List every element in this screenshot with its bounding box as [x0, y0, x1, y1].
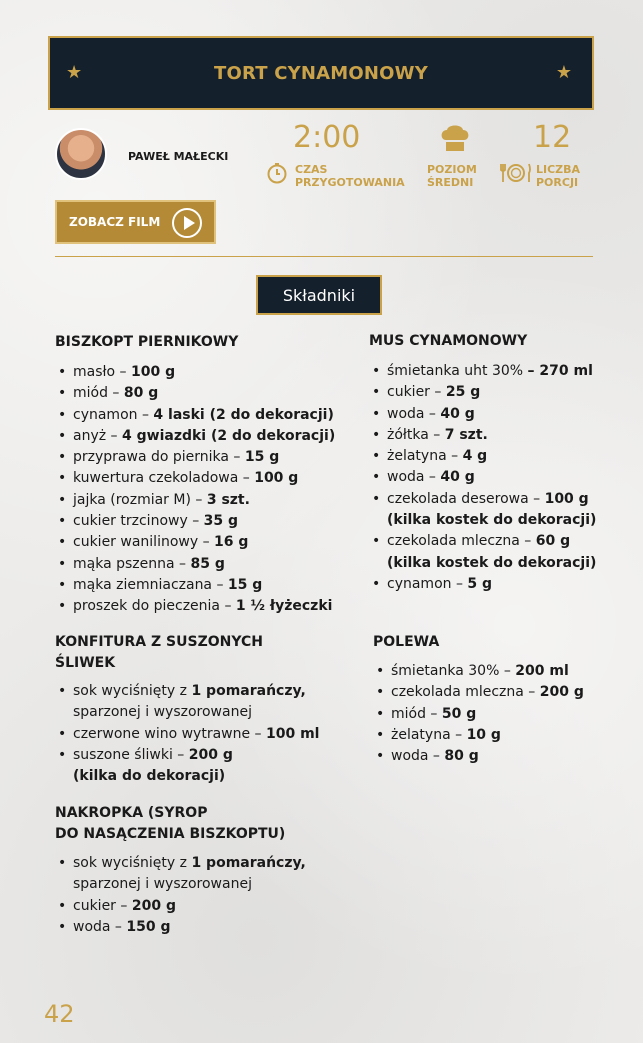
- section-title: Składniki: [256, 275, 382, 315]
- ingredient-qty: 80 g: [444, 748, 479, 765]
- ingredient-name: śmietanka uht 30%: [387, 363, 528, 379]
- servings-label-line: LICZBA: [536, 163, 581, 176]
- list-item: [55, 896, 355, 917]
- ingredient-name: śmietanka 30% –: [391, 663, 516, 679]
- ingredient-name: woda –: [73, 918, 127, 935]
- play-icon: [172, 208, 202, 238]
- ingredient-qty: 100 g: [544, 490, 589, 507]
- ingredient-qty: 16 g: [214, 534, 249, 551]
- ingredient-name: mąka ziemniaczana –: [73, 576, 228, 593]
- ingredient-name: czerwone wino wytrawne –: [73, 725, 266, 742]
- ingredient-name: masło –: [73, 364, 131, 380]
- prep-time-value: 2:00: [293, 120, 361, 155]
- ingredient-qty: 85 g: [190, 555, 225, 572]
- list-item: [369, 404, 629, 425]
- list-item: [369, 446, 629, 467]
- ingredient-name: anyż –: [73, 427, 122, 444]
- ingredient-name: cukier wanilinowy –: [73, 534, 215, 551]
- list-item: [369, 574, 629, 595]
- ingredient-name: czekolada deserowa –: [387, 490, 545, 507]
- ingredient-name: żelatyna –: [387, 448, 463, 465]
- list-item: [373, 682, 633, 703]
- list-item: [369, 425, 629, 446]
- list-item: [55, 917, 355, 938]
- list-item: [55, 362, 355, 383]
- list-item: [369, 382, 629, 403]
- servings-label: [536, 163, 580, 189]
- list-item: [55, 554, 355, 575]
- section-heading: POLEWA: [373, 634, 440, 650]
- ingredient-qty: 10 g: [466, 726, 501, 743]
- difficulty-label: [427, 163, 477, 189]
- list-item: [55, 745, 355, 788]
- ingredient-list: [55, 362, 355, 618]
- ingredient-qty: 7 szt.: [444, 426, 488, 443]
- section-heading-line: NAKROPKA (SYROP: [55, 805, 208, 821]
- ingredient-qty: – 270 ml: [527, 363, 593, 379]
- servings-label-line: PORCJI: [536, 176, 579, 189]
- ingredient-name: cukier –: [387, 384, 446, 401]
- ingredient-name: woda –: [387, 469, 441, 486]
- list-item: [369, 467, 629, 488]
- section-heading: [55, 632, 263, 674]
- chef-avatar: [55, 128, 107, 180]
- ingredient-qty: 100 g: [130, 364, 176, 380]
- page-number: 42: [44, 1000, 75, 1028]
- section-heading-line: DO NASĄCZENIA BISZKOPTU): [55, 826, 286, 842]
- star-icon: ★: [66, 62, 83, 83]
- section-heading: BISZKOPT PIERNIKOWY: [55, 334, 239, 350]
- ingredient-name: żelatyna –: [391, 726, 467, 743]
- list-item: [55, 490, 355, 511]
- ingredient-qty: 25 g: [445, 384, 481, 401]
- ingredient-name: kuwertura czekoladowa –: [73, 470, 255, 487]
- difficulty-label-line: POZIOM: [427, 163, 477, 176]
- ingredient-list: [55, 681, 355, 787]
- ingredient-qty: 40 g: [440, 469, 475, 486]
- ingredient-qty: 100 ml: [266, 725, 320, 742]
- list-item: [55, 853, 355, 896]
- ingredient-qty: 80 g: [123, 385, 159, 402]
- prep-time-label: [295, 163, 405, 189]
- ingredient-name: cynamon –: [73, 406, 154, 423]
- list-item: [369, 489, 629, 532]
- prep-time-label-line: CZAS: [295, 163, 328, 176]
- section-heading: MUS CYNAMONOWY: [369, 333, 528, 349]
- ingredient-name: cynamon –: [387, 575, 468, 592]
- list-item: [55, 405, 355, 426]
- section-heading: [55, 803, 285, 845]
- list-item: [369, 361, 629, 382]
- ingredient-name: miód –: [73, 385, 124, 402]
- ingredient-list: [369, 361, 629, 595]
- servings-value: 12: [533, 120, 572, 155]
- section-heading-line: ŚLIWEK: [55, 655, 116, 671]
- divider: [55, 256, 593, 257]
- ingredient-qty: 4 gwiazdki (2 do dekoracji): [122, 427, 336, 444]
- ingredient-name: sok wyciśnięty z: [73, 855, 192, 871]
- watch-film-button[interactable]: [55, 200, 216, 244]
- ingredient-qty: 60 g: [535, 533, 571, 550]
- ingredient-name: czekolada mleczna –: [387, 533, 536, 550]
- ingredient-qty: 35 g: [203, 513, 239, 530]
- ingredient-name: woda –: [387, 405, 441, 422]
- ingredient-name: woda –: [391, 748, 445, 765]
- list-item: [55, 596, 355, 617]
- ingredient-list: [373, 661, 633, 767]
- ingredient-name: przyprawa do piernika –: [73, 449, 245, 466]
- ingredient-note: (kilka do dekoracji): [73, 768, 226, 785]
- ingredient-qty: 150 g: [126, 918, 171, 935]
- ingredient-name: cukier –: [73, 897, 132, 914]
- ingredient-name: jajka (rozmiar M) –: [73, 491, 207, 508]
- ingredient-name: cukier trzcinowy –: [73, 513, 204, 530]
- ingredient-name: czekolada mleczna –: [391, 684, 540, 701]
- ingredient-qty: 1 ½ łyżeczki: [235, 598, 333, 615]
- ingredient-qty: 200 ml: [515, 663, 569, 679]
- ingredient-qty: 200 g: [131, 897, 176, 914]
- difficulty-label-line: ŚREDNI: [427, 176, 474, 189]
- list-item: [373, 725, 633, 746]
- ingredient-qty: 4 laski (2 do dekoracji): [153, 406, 334, 423]
- chef-name: PAWEŁ MAŁECKI: [128, 150, 229, 163]
- star-icon: ★: [555, 62, 572, 83]
- list-item: [55, 681, 355, 724]
- list-item: [55, 724, 355, 745]
- ingredient-qty: 15 g: [227, 576, 263, 593]
- ingredient-qty: 200 g: [539, 684, 584, 701]
- ingredient-name: miód –: [391, 705, 442, 722]
- ingredient-note: (kilka kostek do dekoracji): [387, 554, 597, 571]
- list-item: [55, 532, 355, 553]
- ingredient-qty: 50 g: [441, 705, 477, 722]
- ingredient-name: proszek do pieczenia –: [73, 598, 236, 615]
- ingredient-name: mąka pszenna –: [73, 555, 191, 572]
- section-heading-line: KONFITURA Z SUSZONYCH: [55, 634, 263, 650]
- ingredient-name: żółtka –: [387, 426, 445, 443]
- list-item: [55, 511, 355, 532]
- ingredient-qty: 15 g: [244, 449, 280, 466]
- recipe-title: TORT CYNAMONOWY: [214, 62, 428, 84]
- ingredient-qty: 1 pomarańczy,: [191, 855, 306, 871]
- ingredient-qty: 40 g: [440, 405, 475, 422]
- list-item: [55, 468, 355, 489]
- ingredient-qty: 4 g: [462, 448, 488, 465]
- list-item: [373, 704, 633, 725]
- clock-icon: [266, 162, 288, 184]
- ingredient-qty: 5 g: [467, 575, 493, 592]
- list-item: [55, 575, 355, 596]
- list-item: [55, 426, 355, 447]
- ingredient-list: [55, 853, 355, 938]
- recipe-title-bar: [48, 36, 594, 110]
- list-item: [373, 746, 633, 767]
- plate-cutlery-icon: [500, 162, 532, 184]
- ingredient-qty: 100 g: [254, 470, 299, 487]
- list-item: [55, 447, 355, 468]
- chef-hat-icon: [438, 122, 472, 156]
- ingredient-name: sok wyciśnięty z: [73, 683, 192, 699]
- ingredient-qty: 200 g: [188, 746, 233, 763]
- watch-film-label: ZOBACZ FILM: [69, 215, 161, 229]
- ingredient-qty: 3 szt.: [206, 491, 250, 508]
- ingredient-name: suszone śliwki –: [73, 746, 189, 763]
- list-item: [55, 383, 355, 404]
- ingredient-note: (kilka kostek do dekoracji): [387, 512, 597, 529]
- prep-time-label-line: PRZYGOTOWANIA: [295, 176, 405, 189]
- ingredient-note: sparzonej i wyszorowanej: [73, 876, 252, 893]
- ingredient-qty: 1 pomarańczy,: [191, 683, 306, 699]
- ingredient-note: sparzonej i wyszorowanej: [73, 704, 252, 721]
- list-item: [373, 661, 633, 682]
- list-item: [369, 531, 629, 574]
